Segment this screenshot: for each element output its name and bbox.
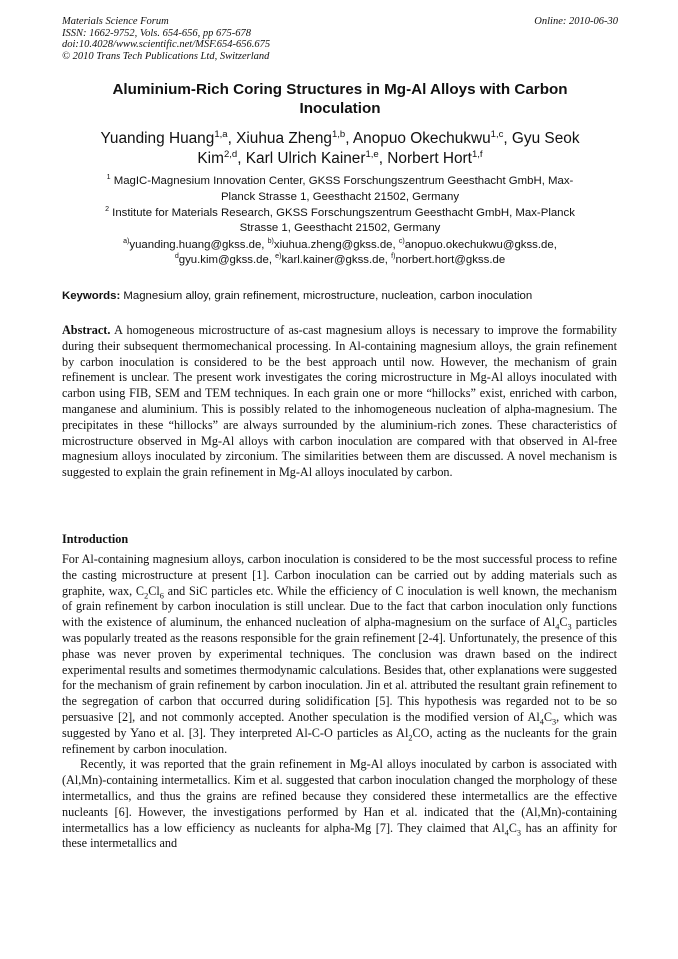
- abstract-label: Abstract.: [62, 323, 111, 337]
- intro-paragraph-2: [62, 757, 617, 852]
- author-superscript: 2,d: [223, 148, 238, 160]
- paragraph-text: Recently, it was reported that the grain refinement in Mg-Al alloys inoculated by carbon is associated with (Al,Mn)-containing intermetallics. Kim et al. suggested that carbon inoculation changed the morphology of these intermetallics, and thus the grains are refined because they considered these intermetallics are the effective nucleants [6]. However, the investigations performed by Han et al. indicated that the (Al,Mn)-containing intermetallics has a low efficiency as nucleants for alpha-Mg [7]. They claimed that Al: [62, 757, 617, 835]
- title-line-1: Aluminium-Rich Coring Structures in Mg-Al Alloys with Carbon: [112, 81, 568, 98]
- email-list: [62, 238, 618, 268]
- online-date: Online: 2010-06-30: [534, 16, 618, 27]
- paragraph-text: C: [543, 709, 553, 724]
- subscript: 6: [159, 591, 164, 601]
- affiliation-number: 1: [106, 174, 111, 182]
- author-name: , Karl Ulrich Kainer: [237, 149, 366, 167]
- introduction-body: [62, 552, 617, 852]
- paragraph-text: C: [559, 615, 568, 630]
- email-address: gyu.kim@gkss.de,: [178, 254, 276, 266]
- journal-header: [62, 16, 618, 62]
- paragraph-text: , which was suggested by Yano et al. [3]. They interpreted Al-C-O particles as Al: [62, 709, 617, 740]
- doi-line: doi:10.4028/www.scientific.net/MSF.654-656.675: [62, 39, 271, 50]
- paragraph-text: particles was popularly treated as the reasons responsible for the grain refinement [2-4]. Unfortunately, the presence of this phase was never proven by experimental techniques. The conclusion was drawn based on the indirect experimental results and sometimes thermodynamic calculations. Besides that, other explanations were suggested for the mechanism of grain refinement by carbon inoculation. Jin et al. attributed the resultant grain refinement to the segregation of carbon that occurred during solidification [5]. This hypothesis was regarded not to be so persuasive [2], and not commonly accepted. Another speculation is the modified version of Al: [62, 615, 617, 724]
- author-superscript: 1,c: [490, 128, 504, 140]
- subscript: 3: [516, 827, 522, 837]
- author-superscript: 1,e: [365, 148, 379, 160]
- author-superscript: 1,f: [471, 148, 483, 160]
- email-superscript: a): [123, 238, 130, 246]
- affiliation-text: Strasse 1, Geesthacht 21502, Germany: [239, 222, 441, 235]
- keywords-label: Keywords:: [62, 290, 121, 302]
- paragraph-text: and SiC particles etc. While the efficiency of C inoculation is well known, the mechanism of grain refinement by carbon inoculation is still unclear. Due to the fact that carbon inoculation only functions with the existence of aluminum, the enhanced nucleation of alpha-magnesium on the surface of Al: [62, 583, 617, 630]
- author-name: , Gyu Seok: [503, 130, 580, 147]
- affiliation-text: Institute for Materials Research, GKSS Forschungszentrum Geesthacht GmbH, Max-Planck: [108, 206, 575, 219]
- email-address: xiuhua.zheng@gkss.de,: [273, 239, 399, 251]
- abstract-text: A homogeneous microstructure of as-cast magnesium alloys is necessary to improve the formability during their subsequent thermomechanical processing. In Al-containing magnesium alloys, the grain refinement by carbon inoculation is considered to be the best approach until now. However, the mechanism of grain refinement is unclear. The present work investigates the coring microstructure in Mg-Al alloys inoculated with carbon using FIB, SEM and TEM techniques. In each grain one or more “hillocks” exist, enriched with carbon, manganese and aluminium. This is possibly related to the inhomogeneous nucleation of alpha-magnesium. The precipitates in these “hillocks” are always surrounded by the aluminium-rich zones. These characteristics of microstructure observed in Mg-Al alloys with carbon inoculation are compared with that observed in Al-free magnesium alloys inoculated by zirconium. The similarities between them are discussed. A novel mechanism is suggested to explain the grain refinement in Mg-Al alloys inoculated by carbon.: [62, 323, 617, 480]
- issn-line: ISSN: 1662-9752, Vols. 654-656, pp 675-678: [62, 27, 251, 39]
- paragraph-text: C: [508, 820, 517, 835]
- author-name: , Xiuhua Zheng: [227, 130, 332, 147]
- keywords-text: Magnesium alloy, grain refinement, microstructure, nucleation, carbon inoculation: [120, 290, 533, 302]
- email-address: anopuo.okechukwu@gkss.de,: [404, 239, 557, 251]
- subscript: 4: [539, 717, 544, 727]
- section-heading-introduction: Introduction: [62, 532, 129, 546]
- author-superscript: 1,a: [214, 128, 228, 140]
- email-address: norbert.hort@gkss.de: [395, 254, 506, 266]
- copyright-line: © 2010 Trans Tech Publications Ltd, Switzerland: [62, 50, 270, 62]
- email-address: yuanding.huang@gkss.de,: [129, 239, 268, 251]
- subscript: 3: [567, 622, 572, 632]
- title-line-2: Inoculation: [299, 99, 381, 117]
- email-superscript: c): [398, 238, 405, 246]
- author-name: Yuanding Huang: [100, 130, 215, 147]
- email-address: karl.kainer@gkss.de,: [281, 254, 392, 266]
- subscript: 2: [408, 733, 413, 743]
- email-superscript: d: [174, 253, 179, 261]
- author-superscript: 1,b: [331, 128, 346, 140]
- email-superscript: b): [267, 238, 274, 246]
- keywords: [62, 289, 622, 304]
- paragraph-text: Cl: [148, 583, 160, 598]
- journal-name: Materials Science Forum: [62, 16, 169, 27]
- affiliation-text: MagIC-Magnesium Innovation Center, GKSS Forschungszentrum Geesthacht GmbH, Max-: [110, 175, 574, 187]
- paragraph-text: CO, acting as the nucleants for the grain refinement by carbon inoculation.: [62, 725, 617, 756]
- email-superscript: f): [391, 253, 396, 261]
- paragraph-text: has an affinity for these intermetallics and: [62, 820, 617, 851]
- author-list: [62, 129, 618, 168]
- author-name: , Anopuo Okechukwu: [345, 130, 491, 147]
- author-name: Kim: [197, 149, 224, 167]
- paragraph-text: For Al-containing magnesium alloys, carbon inoculation is considered to be the most successful process to refine the casting microstructure at present [1]. Carbon inoculation can be carried out by adding materials such as graphite, wax, C: [62, 552, 617, 598]
- subscript: 4: [555, 622, 560, 632]
- subscript: 3: [552, 717, 557, 727]
- subscript: 4: [504, 827, 509, 837]
- subscript: 2: [144, 591, 149, 601]
- affiliation-text: Planck Strasse 1, Geesthacht 21502, Germany: [220, 190, 460, 203]
- intro-paragraph-1: [62, 552, 617, 757]
- author-name: , Norbert Hort: [378, 149, 472, 167]
- affiliation-2: [62, 206, 618, 238]
- affiliations: [62, 174, 618, 237]
- affiliation-number: 2: [105, 205, 109, 213]
- abstract: [62, 323, 617, 481]
- email-superscript: e): [275, 253, 282, 261]
- paper-title: [62, 81, 618, 118]
- affiliation-1: [62, 174, 618, 206]
